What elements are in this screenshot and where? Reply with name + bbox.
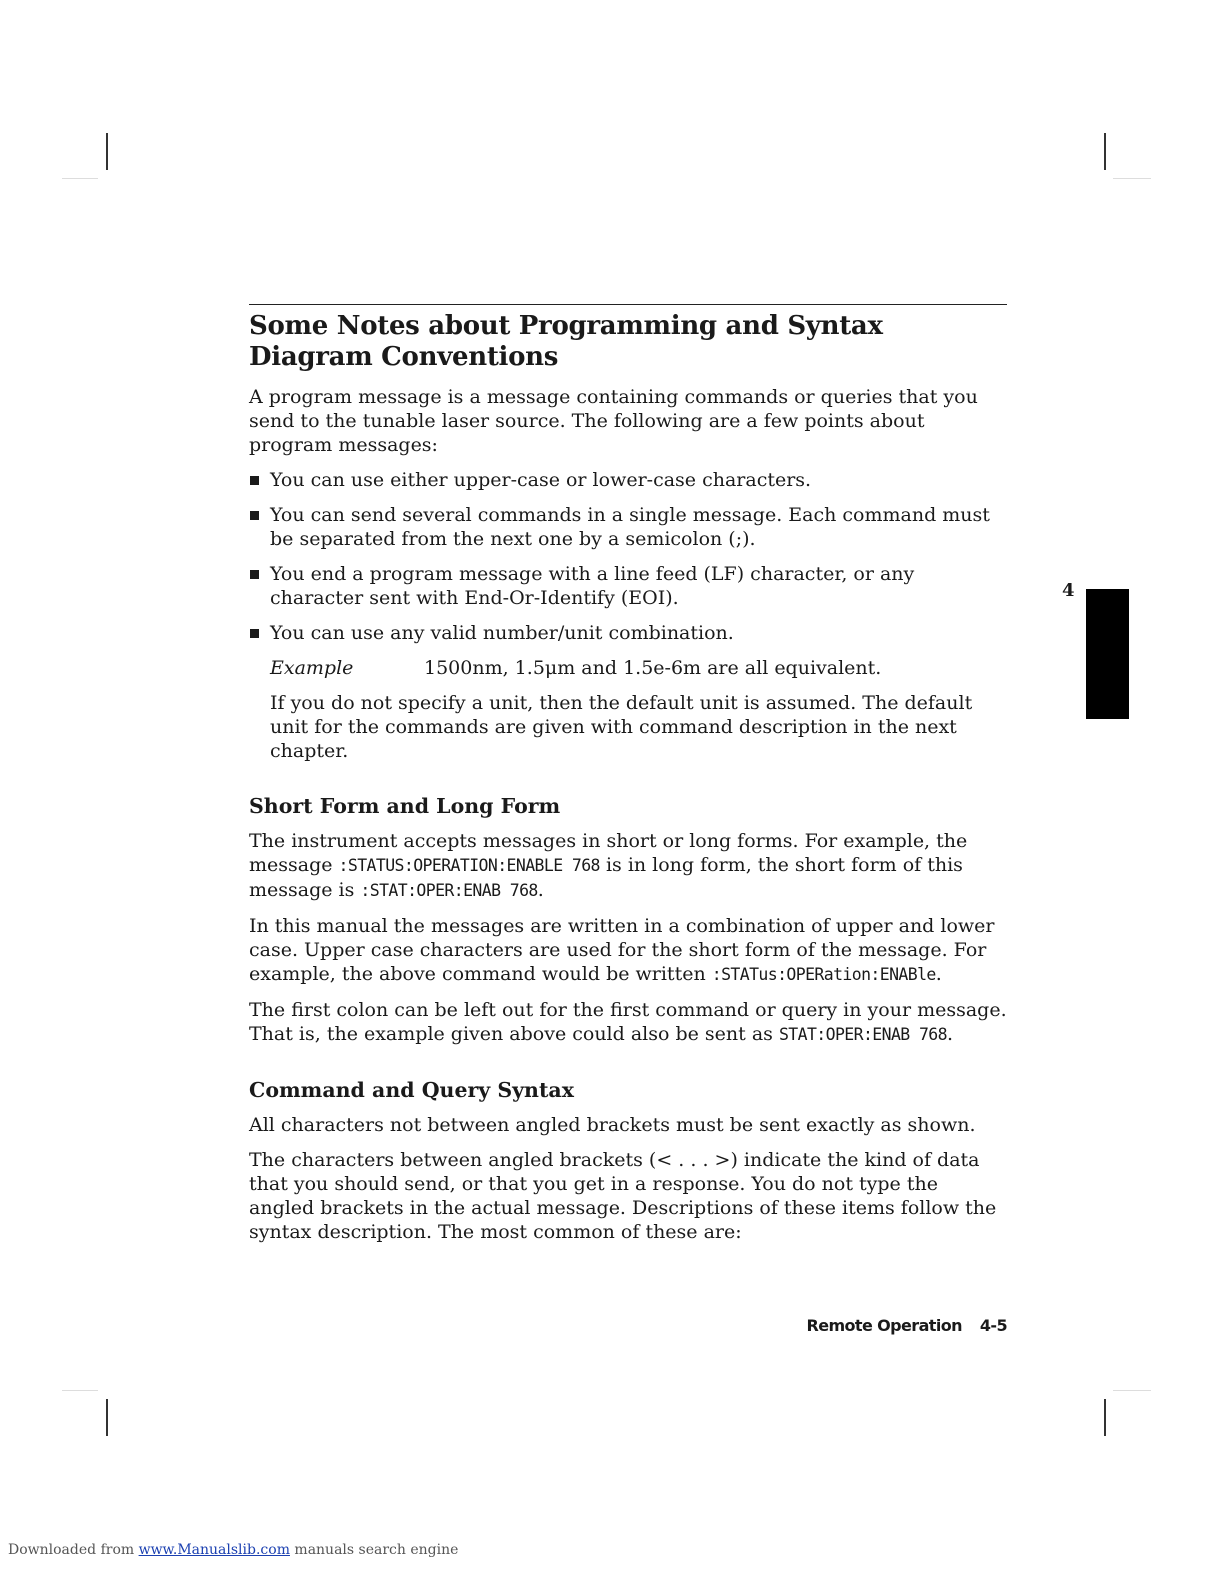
crop-hairline	[1113, 1390, 1151, 1391]
syntax-paragraph-2: The characters between angled brackets (< . . . >) indicate the kind of data that you should send, or that you get in a response. You do not type the angled brackets in the actual message. Descriptions of these items follow the syntax description. The most common of these are:	[249, 1149, 997, 1243]
bullet-square-icon	[250, 476, 259, 485]
example-row	[249, 656, 1007, 680]
crop-mark	[106, 133, 108, 170]
page-content	[249, 304, 1007, 1255]
code-mixed-case: :STATus:OPERation:ENABle	[711, 965, 936, 984]
list-item: You can send several commands in a single message. Each command must be separated from the next one by a semicolon (;).	[249, 503, 1007, 551]
short-long-paragraph-1: The instrument accepts messages in short or long forms. For example, the message :STATUS:OPERATION:ENABLE 768 is in long form, the short form of this message is :STAT:OPER:ENAB 768.	[249, 830, 968, 901]
unit-note: If you do not specify a unit, then the default unit is assumed. The default unit for the commands are given with command description in the next chapter.	[270, 692, 973, 762]
bullet-square-icon	[250, 629, 259, 638]
crop-hairline	[1113, 178, 1151, 179]
short-long-paragraph-3: The first colon can be left out for the first command or query in your message. That is, the example given above could also be sent as STAT:OPER:ENAB 768.	[249, 999, 1007, 1045]
page-number: 4-5	[979, 1316, 1007, 1335]
list-item: You can use either upper-case or lower-case characters.	[249, 468, 1007, 492]
example-label: Example	[270, 657, 354, 679]
syntax-paragraph-1: All characters not between angled brackets must be sent exactly as shown.	[249, 1114, 976, 1136]
page-title: Some Notes about Programming and Syntax Diagram Conventions	[249, 311, 883, 372]
bullet-square-icon	[250, 570, 259, 579]
list-item: You end a program message with a line feed (LF) character, or any character sent with End-Or-Identify (EOI).	[249, 562, 1007, 610]
code-long-form: :STATUS:OPERATION:ENABLE 768	[338, 856, 600, 875]
page-footer	[806, 1316, 1007, 1335]
crop-mark	[1104, 1399, 1106, 1436]
list-item: You can use any valid number/unit combination.	[249, 621, 1007, 645]
heading-rule	[249, 304, 1007, 305]
download-credit: Downloaded from www.Manualslib.com manuals search engine	[8, 1542, 459, 1558]
bullet-list	[249, 468, 1007, 645]
intro-paragraph: A program message is a message containing commands or queries that you send to the tunable laser source. The following are a few points about program messages:	[249, 386, 978, 456]
section-heading-syntax: Command and Query Syntax	[249, 1078, 574, 1102]
bullet-square-icon	[250, 511, 259, 520]
short-long-paragraph-2: In this manual the messages are written in a combination of upper and lower case. Upper case characters are used for the short form of the message. For example, the above command would be written :STATus:OPERation:ENABle.	[249, 915, 995, 985]
crop-mark	[1104, 133, 1106, 170]
example-text: 1500nm, 1.5μm and 1.5e-6m are all equivalent.	[424, 657, 882, 679]
crop-hairline	[62, 178, 98, 179]
footer-section: Remote Operation	[806, 1316, 962, 1335]
code-no-colon: STAT:OPER:ENAB 768	[778, 1025, 947, 1044]
chapter-tab	[1086, 589, 1129, 719]
manualslib-link[interactable]: www.Manualslib.com	[138, 1542, 290, 1558]
code-short-form: :STAT:OPER:ENAB 768	[360, 881, 538, 900]
crop-mark	[106, 1399, 108, 1436]
chapter-number: 4	[1062, 580, 1075, 601]
section-heading-short-long: Short Form and Long Form	[249, 794, 561, 818]
crop-hairline	[62, 1390, 98, 1391]
